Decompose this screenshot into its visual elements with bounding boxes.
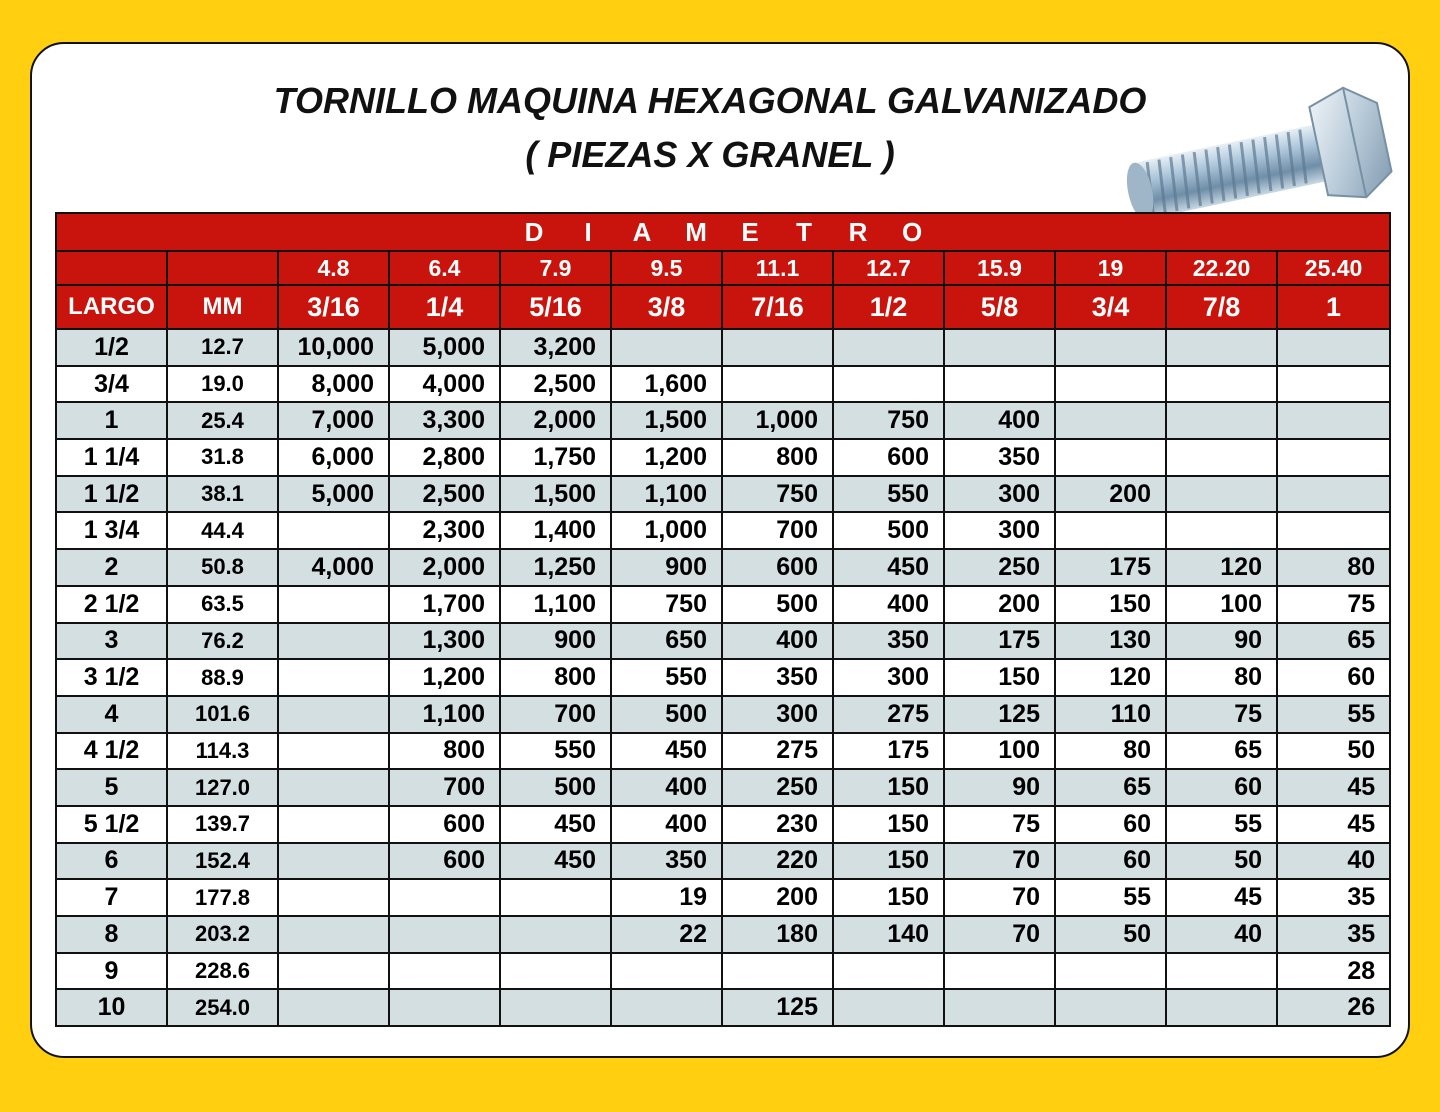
quantity-cell: 300 [944, 476, 1055, 513]
quantity-cell: 55 [1277, 696, 1390, 733]
quantity-cell: 230 [722, 806, 833, 843]
quantity-cell: 1,100 [500, 586, 611, 623]
quantity-cell: 2,500 [500, 366, 611, 403]
quantity-cell [1166, 439, 1277, 476]
largo-cell: 1/2 [56, 329, 167, 366]
quantity-cell [500, 916, 611, 953]
quantity-cell: 65 [1277, 623, 1390, 660]
table-row [56, 843, 1390, 880]
quantity-cell: 1,500 [500, 476, 611, 513]
quantity-cell: 1,250 [500, 549, 611, 586]
quantity-cell: 140 [833, 916, 944, 953]
quantity-cell [1166, 512, 1277, 549]
quantity-cell [833, 329, 944, 366]
quantity-cell: 70 [944, 916, 1055, 953]
quantity-cell: 600 [389, 806, 500, 843]
quantity-cell: 2,800 [389, 439, 500, 476]
quantity-cell: 500 [722, 586, 833, 623]
quantity-cell [722, 953, 833, 990]
quantity-cell [389, 989, 500, 1026]
quantity-cell: 35 [1277, 916, 1390, 953]
quantity-cell: 1,300 [389, 623, 500, 660]
mm-cell: 101.6 [167, 696, 278, 733]
table-row [56, 989, 1390, 1026]
quantity-cell: 1,200 [389, 659, 500, 696]
quantity-cell: 1,200 [611, 439, 722, 476]
hex-bolt-icon [1092, 60, 1402, 220]
mm-size-cell: 22.20 [1166, 251, 1277, 285]
quantity-cell: 5,000 [389, 329, 500, 366]
quantity-cell: 150 [1055, 586, 1166, 623]
quantity-cell [1277, 512, 1390, 549]
quantity-cell [1055, 989, 1166, 1026]
quantity-cell: 200 [944, 586, 1055, 623]
quantity-cell: 1,750 [500, 439, 611, 476]
table-row [56, 366, 1390, 403]
quantity-cell: 1,500 [611, 402, 722, 439]
table-row [56, 586, 1390, 623]
table-row [56, 733, 1390, 770]
largo-cell: 1 1/2 [56, 476, 167, 513]
quantity-cell: 110 [1055, 696, 1166, 733]
largo-cell: 3 1/2 [56, 659, 167, 696]
quantity-cell: 350 [944, 439, 1055, 476]
quantity-cell: 50 [1277, 733, 1390, 770]
quantity-cell: 150 [833, 879, 944, 916]
quantity-cell: 45 [1277, 769, 1390, 806]
quantity-cell [611, 989, 722, 1026]
quantity-cell: 600 [389, 843, 500, 880]
quantity-cell: 40 [1277, 843, 1390, 880]
quantity-cell: 45 [1277, 806, 1390, 843]
mm-size-cell: 25.40 [1277, 251, 1390, 285]
quantity-cell [1166, 329, 1277, 366]
largo-cell: 3 [56, 623, 167, 660]
quantity-cell: 200 [722, 879, 833, 916]
quantity-cell [1055, 366, 1166, 403]
largo-cell: 8 [56, 916, 167, 953]
quantity-cell [278, 769, 389, 806]
mm-cell: 50.8 [167, 549, 278, 586]
quantity-cell [1055, 953, 1166, 990]
quantity-cell: 26 [1277, 989, 1390, 1026]
quantity-cell: 1,100 [611, 476, 722, 513]
quantity-cell: 60 [1055, 843, 1166, 880]
largo-cell: 2 1/2 [56, 586, 167, 623]
quantity-cell: 1,100 [389, 696, 500, 733]
quantity-cell: 800 [722, 439, 833, 476]
column-header-inch: 5/16 [500, 285, 611, 329]
column-header-inch: 3/4 [1055, 285, 1166, 329]
quantity-cell: 350 [833, 623, 944, 660]
quantity-cell: 550 [500, 733, 611, 770]
quantity-cell: 750 [833, 402, 944, 439]
quantity-cell [278, 953, 389, 990]
quantity-cell [278, 733, 389, 770]
quantity-cell [278, 659, 389, 696]
column-header-inch: 7/8 [1166, 285, 1277, 329]
column-header-inch: 1/4 [389, 285, 500, 329]
quantity-cell: 55 [1166, 806, 1277, 843]
table-row [56, 439, 1390, 476]
quantity-cell [944, 953, 1055, 990]
quantity-cell [278, 696, 389, 733]
quantity-cell: 300 [722, 696, 833, 733]
quantity-cell: 600 [833, 439, 944, 476]
quantity-cell: 450 [611, 733, 722, 770]
quantity-cell: 70 [944, 843, 1055, 880]
quantity-cell [833, 989, 944, 1026]
quantity-cell [500, 879, 611, 916]
quantity-cell: 900 [500, 623, 611, 660]
largo-cell: 2 [56, 549, 167, 586]
largo-cell: 4 [56, 696, 167, 733]
quantity-cell: 19 [611, 879, 722, 916]
quantity-cell: 175 [1055, 549, 1166, 586]
quantity-cell: 80 [1277, 549, 1390, 586]
quantity-cell: 350 [722, 659, 833, 696]
quantity-cell: 500 [833, 512, 944, 549]
table-row [56, 329, 1390, 366]
quantity-cell: 50 [1055, 916, 1166, 953]
quantity-cell [278, 989, 389, 1026]
quantity-cell [278, 916, 389, 953]
quantity-cell: 700 [389, 769, 500, 806]
quantity-cell: 400 [833, 586, 944, 623]
quantity-cell [1055, 402, 1166, 439]
quantity-cell [278, 806, 389, 843]
mm-size-cell: 7.9 [500, 251, 611, 285]
quantity-cell [944, 989, 1055, 1026]
mm-size-cell: 19 [1055, 251, 1166, 285]
quantity-cell: 175 [833, 733, 944, 770]
bolt-quantity-table [55, 212, 1391, 1027]
table-row [56, 806, 1390, 843]
table-row [56, 549, 1390, 586]
quantity-cell: 750 [722, 476, 833, 513]
quantity-cell [1166, 989, 1277, 1026]
quantity-cell: 6,000 [278, 439, 389, 476]
quantity-cell [389, 879, 500, 916]
largo-cell: 5 1/2 [56, 806, 167, 843]
quantity-cell: 800 [389, 733, 500, 770]
quantity-cell: 2,500 [389, 476, 500, 513]
table-row [56, 953, 1390, 990]
quantity-cell: 150 [833, 843, 944, 880]
quantity-cell [500, 953, 611, 990]
quantity-cell: 1,000 [611, 512, 722, 549]
table-row [56, 916, 1390, 953]
quantity-cell [833, 366, 944, 403]
quantity-cell: 550 [833, 476, 944, 513]
mm-cell: 114.3 [167, 733, 278, 770]
mm-cell: 12.7 [167, 329, 278, 366]
quantity-cell: 175 [944, 623, 1055, 660]
mm-cell: 152.4 [167, 843, 278, 880]
quantity-cell: 90 [944, 769, 1055, 806]
quantity-cell: 10,000 [278, 329, 389, 366]
price-card [30, 42, 1410, 1058]
largo-cell: 4 1/2 [56, 733, 167, 770]
mm-cell: 254.0 [167, 989, 278, 1026]
quantity-cell: 1,600 [611, 366, 722, 403]
column-header-largo: LARGO [56, 285, 167, 329]
mm-cell: 88.9 [167, 659, 278, 696]
largo-cell: 3/4 [56, 366, 167, 403]
quantity-cell: 400 [722, 623, 833, 660]
quantity-cell: 60 [1166, 769, 1277, 806]
quantity-cell: 22 [611, 916, 722, 953]
largo-cell: 6 [56, 843, 167, 880]
quantity-cell [1166, 476, 1277, 513]
mm-cell: 76.2 [167, 623, 278, 660]
table-row [56, 659, 1390, 696]
table-row [56, 879, 1390, 916]
quantity-cell: 3,200 [500, 329, 611, 366]
quantity-cell [1055, 512, 1166, 549]
mm-cell: 228.6 [167, 953, 278, 990]
quantity-cell: 275 [833, 696, 944, 733]
quantity-cell [1166, 366, 1277, 403]
mm-size-cell: 6.4 [389, 251, 500, 285]
quantity-cell: 250 [944, 549, 1055, 586]
quantity-cell: 100 [1166, 586, 1277, 623]
table-row [56, 623, 1390, 660]
column-header-inch: 3/8 [611, 285, 722, 329]
column-header-inch: 3/16 [278, 285, 389, 329]
quantity-cell: 450 [500, 806, 611, 843]
quantity-cell: 2,300 [389, 512, 500, 549]
mm-cell: 19.0 [167, 366, 278, 403]
largo-cell: 10 [56, 989, 167, 1026]
quantity-cell: 750 [611, 586, 722, 623]
mm-cell: 177.8 [167, 879, 278, 916]
quantity-cell: 200 [1055, 476, 1166, 513]
quantity-cell: 350 [611, 843, 722, 880]
title-line-1: TORNILLO MAQUINA HEXAGONAL GALVANIZADO [273, 80, 1147, 121]
mm-cell: 38.1 [167, 476, 278, 513]
quantity-cell: 500 [500, 769, 611, 806]
largo-cell: 7 [56, 879, 167, 916]
quantity-cell [278, 586, 389, 623]
table-row [56, 512, 1390, 549]
quantity-cell [389, 953, 500, 990]
quantity-cell: 55 [1055, 879, 1166, 916]
quantity-cell: 80 [1166, 659, 1277, 696]
quantity-cell: 3,300 [389, 402, 500, 439]
mm-cell: 139.7 [167, 806, 278, 843]
quantity-cell: 100 [944, 733, 1055, 770]
quantity-cell [611, 329, 722, 366]
diametro-header: D I A M E T R O [56, 213, 1390, 251]
quantity-cell: 120 [1166, 549, 1277, 586]
largo-cell: 1 3/4 [56, 512, 167, 549]
quantity-cell: 7,000 [278, 402, 389, 439]
quantity-cell [389, 916, 500, 953]
mm-size-cell: 12.7 [833, 251, 944, 285]
quantity-cell [500, 989, 611, 1026]
quantity-cell: 500 [611, 696, 722, 733]
table-body [56, 329, 1390, 1026]
quantity-cell [833, 953, 944, 990]
quantity-cell: 600 [722, 549, 833, 586]
quantity-cell: 400 [611, 806, 722, 843]
column-header-inch: 1 [1277, 285, 1390, 329]
table-row [56, 476, 1390, 513]
title-line-2: ( PIEZAS X GRANEL ) [525, 134, 895, 175]
quantity-cell: 5,000 [278, 476, 389, 513]
quantity-cell [722, 329, 833, 366]
quantity-cell [611, 953, 722, 990]
quantity-cell: 2,000 [500, 402, 611, 439]
quantity-cell: 120 [1055, 659, 1166, 696]
quantity-cell [944, 366, 1055, 403]
quantity-cell: 220 [722, 843, 833, 880]
quantity-cell [1166, 953, 1277, 990]
quantity-cell: 8,000 [278, 366, 389, 403]
column-header-mm: MM [167, 285, 278, 329]
quantity-cell: 4,000 [278, 549, 389, 586]
mm-cell: 203.2 [167, 916, 278, 953]
quantity-cell: 28 [1277, 953, 1390, 990]
quantity-cell: 650 [611, 623, 722, 660]
header-cell [56, 251, 167, 285]
largo-cell: 1 [56, 402, 167, 439]
quantity-cell: 65 [1055, 769, 1166, 806]
quantity-cell: 275 [722, 733, 833, 770]
quantity-cell [278, 843, 389, 880]
quantity-cell: 4,000 [389, 366, 500, 403]
quantity-cell: 300 [833, 659, 944, 696]
quantity-cell: 550 [611, 659, 722, 696]
mm-size-cell: 11.1 [722, 251, 833, 285]
column-header-inch: 1/2 [833, 285, 944, 329]
quantity-cell: 400 [611, 769, 722, 806]
quantity-cell: 400 [944, 402, 1055, 439]
mm-size-cell: 15.9 [944, 251, 1055, 285]
quantity-cell: 700 [500, 696, 611, 733]
largo-cell: 9 [56, 953, 167, 990]
quantity-cell: 150 [833, 769, 944, 806]
quantity-cell: 60 [1277, 659, 1390, 696]
quantity-cell: 90 [1166, 623, 1277, 660]
mm-size-cell: 9.5 [611, 251, 722, 285]
quantity-cell: 125 [722, 989, 833, 1026]
mm-cell: 63.5 [167, 586, 278, 623]
quantity-cell: 35 [1277, 879, 1390, 916]
quantity-cell [1277, 402, 1390, 439]
quantity-cell: 60 [1055, 806, 1166, 843]
mm-size-cell: 4.8 [278, 251, 389, 285]
quantity-cell: 150 [944, 659, 1055, 696]
quantity-cell: 700 [722, 512, 833, 549]
quantity-cell: 40 [1166, 916, 1277, 953]
quantity-cell: 50 [1166, 843, 1277, 880]
quantity-cell: 150 [833, 806, 944, 843]
quantity-cell [278, 879, 389, 916]
quantity-cell: 45 [1166, 879, 1277, 916]
quantity-cell: 80 [1055, 733, 1166, 770]
quantity-cell [1055, 439, 1166, 476]
quantity-cell [722, 366, 833, 403]
table-row [56, 402, 1390, 439]
column-header-inch: 5/8 [944, 285, 1055, 329]
mm-cell: 25.4 [167, 402, 278, 439]
mm-cell: 44.4 [167, 512, 278, 549]
quantity-cell: 130 [1055, 623, 1166, 660]
quantity-cell [1277, 329, 1390, 366]
quantity-cell: 75 [1277, 586, 1390, 623]
column-header-inch: 7/16 [722, 285, 833, 329]
mm-cell: 127.0 [167, 769, 278, 806]
quantity-cell: 1,400 [500, 512, 611, 549]
table-row [56, 769, 1390, 806]
quantity-cell [1277, 366, 1390, 403]
quantity-cell: 450 [833, 549, 944, 586]
quantity-cell: 800 [500, 659, 611, 696]
quantity-cell: 900 [611, 549, 722, 586]
quantity-cell: 75 [944, 806, 1055, 843]
quantity-cell: 65 [1166, 733, 1277, 770]
largo-cell: 5 [56, 769, 167, 806]
quantity-cell [1055, 329, 1166, 366]
largo-cell: 1 1/4 [56, 439, 167, 476]
quantity-cell: 70 [944, 879, 1055, 916]
quantity-cell: 2,000 [389, 549, 500, 586]
quantity-cell: 450 [500, 843, 611, 880]
quantity-cell: 1,700 [389, 586, 500, 623]
quantity-cell: 300 [944, 512, 1055, 549]
table-row [56, 696, 1390, 733]
header-cell [167, 251, 278, 285]
quantity-cell: 180 [722, 916, 833, 953]
column-header-row [56, 285, 1390, 329]
quantity-cell [944, 329, 1055, 366]
mm-size-row [56, 251, 1390, 285]
mm-cell: 31.8 [167, 439, 278, 476]
quantity-cell [278, 623, 389, 660]
quantity-cell [1166, 402, 1277, 439]
quantity-cell: 75 [1166, 696, 1277, 733]
quantity-cell [278, 512, 389, 549]
quantity-cell: 250 [722, 769, 833, 806]
quantity-cell [1277, 476, 1390, 513]
quantity-cell [1277, 439, 1390, 476]
quantity-cell: 1,000 [722, 402, 833, 439]
quantity-cell: 125 [944, 696, 1055, 733]
